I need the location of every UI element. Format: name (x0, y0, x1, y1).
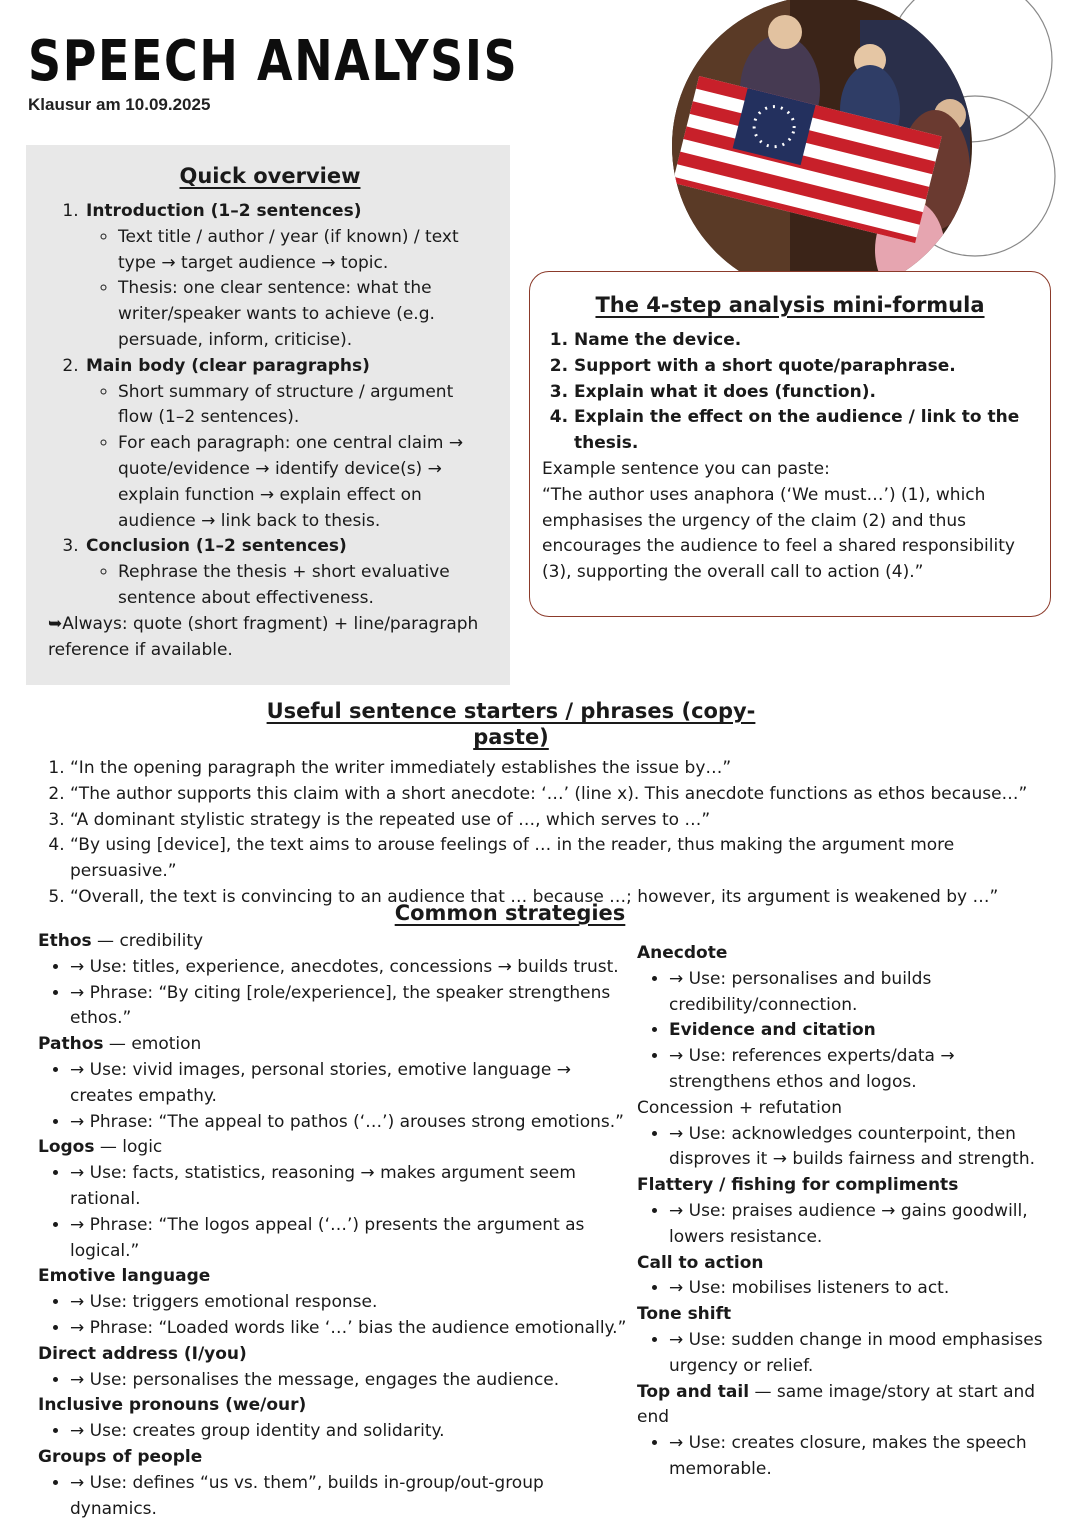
overview-item-conclusion (84, 534, 492, 611)
strategy-point: • → Use: acknowledges counterpoint, then disproves it → builds fairness and strength. (669, 1122, 1057, 1174)
strategy-point: • → Phrase: “The logos appeal (‘…’) presents the argument as logical.” (70, 1213, 628, 1265)
flag-painting-image (670, 0, 980, 300)
strategy-point: • → Use: facts, statistics, reasoning → makes argument seem rational. (70, 1161, 628, 1213)
strategy-title: Direct address (I/you) (38, 1343, 247, 1364)
overview-point: ◦ Thesis: one clear sentence: what the writer/speaker wants to achieve (e.g. persuade, inform, criticise). (118, 276, 492, 353)
strategy-title: Tone shift (637, 1304, 732, 1325)
strategy-title: Emotive language (38, 1266, 211, 1287)
starter-item: 5. “Overall, the text is convincing to an audience that … because …; however, its argument is weakened by …” (70, 885, 1046, 911)
starter-item: 3. “A dominant stylistic strategy is the repeated use of …, which serves to …” (70, 808, 1046, 834)
starters-heading: Useful sentence starters / phrases (copy-paste) (266, 699, 756, 749)
strategy-point: • → Use: sudden change in mood emphasises urgency or relief. (669, 1328, 1057, 1380)
overview-always-note: ➥Always: quote (short fragment) + line/paragraph reference if available. (48, 613, 479, 660)
formula-step: 2. Support with a short quote/paraphrase. (574, 354, 1038, 380)
page-subtitle: Klausur am 10.09.2025 (28, 95, 211, 114)
strategies-left-column (38, 929, 628, 1522)
formula-step: 4. Explain the effect on the audience / link to the thesis. (574, 405, 1038, 457)
formula-heading: The 4-step analysis mini-formula (595, 293, 985, 317)
quick-overview-box (26, 145, 510, 685)
strategy-title: • Evidence and citation (669, 1018, 1057, 1044)
strategy-title: Top and tail — same image/story at start and end (637, 1381, 1036, 1428)
strategy-title: Call to action (637, 1252, 764, 1273)
strategy-title: Anecdote (637, 943, 728, 963)
overview-point: ◦ Short summary of structure / argument flow (1–2 sentences). (118, 380, 492, 432)
strategies-heading: Common strategies (394, 901, 626, 925)
starter-item: 1. “In the opening paragraph the writer immediately establishes the issue by…” (70, 756, 1046, 782)
analysis-formula-box (529, 271, 1051, 617)
strategies-right-column (637, 941, 1057, 1483)
example-sentence: “The author uses anaphora (‘We must…’) (1), which emphasises the urgency of the claim (2) and thus encourages the audience to feel a shared responsibility (3), supporting the overall call to action (4).” (542, 484, 1015, 583)
starters-list (46, 756, 1046, 911)
strategy-point: • → Phrase: “Loaded words like ‘…’ bias the audience emotionally.” (70, 1316, 628, 1342)
formula-step: 1. Name the device. (574, 328, 1038, 354)
strategy-point: • → Use: vivid images, personal stories, emotive language → creates empathy. (70, 1058, 628, 1110)
strategy-point: • → Use: defines “us vs. them”, builds in-group/out-group dynamics. (70, 1471, 628, 1523)
strategy-title: Groups of people (38, 1446, 203, 1467)
overview-list (48, 199, 492, 612)
overview-point: ◦ For each paragraph: one central claim → quote/evidence → identify device(s) → explain function → explain effect on audience → link back to thesis. (118, 431, 492, 534)
overview-item-introduction (84, 199, 492, 354)
strategy-title: Ethos — credibility (38, 931, 204, 951)
formula-steps (542, 328, 1038, 457)
sentence-starters-section (46, 698, 1046, 911)
strategy-point: • → Use: mobilises listeners to act. (669, 1276, 1057, 1302)
strategy-point: • → Use: creates closure, makes the speech memorable. (669, 1431, 1057, 1483)
strategy-title: Inclusive pronouns (we/our) (38, 1395, 307, 1416)
overview-point: ◦ Rephrase the thesis + short evaluative sentence about effectiveness. (118, 560, 492, 612)
formula-step: 3. Explain what it does (function). (574, 380, 1038, 406)
strategy-point: • → Use: personalises the message, engages the audience. (70, 1368, 628, 1394)
strategy-point: • → Use: references experts/data → strengthens ethos and logos. (669, 1044, 1057, 1096)
quick-overview-heading: Quick overview (179, 164, 361, 188)
strategy-point: • → Phrase: “The appeal to pathos (‘…’) arouses strong emotions.” (70, 1110, 628, 1136)
example-label: Example sentence you can paste: (542, 458, 830, 479)
overview-item-label: Main body (clear paragraphs) (86, 355, 370, 376)
page-title: SPEECH ANALYSIS (28, 29, 519, 94)
overview-item-label: Conclusion (1–2 sentences) (86, 536, 347, 557)
header-decoration (660, 0, 1080, 300)
starter-item: 4. “By using [device], the text aims to arouse feelings of … in the reader, thus making the argument more persuasive.” (70, 833, 1046, 885)
overview-item-label: Introduction (1–2 sentences) (86, 201, 362, 221)
strategy-point: • → Use: triggers emotional response. (70, 1290, 628, 1316)
overview-item-main-body (84, 354, 492, 535)
strategy-title: Concession + refutation (637, 1097, 842, 1118)
starter-item: 2. “The author supports this claim with a short anecdote: ‘…’ (line x). This anecdote functions as ethos because…” (70, 782, 1046, 808)
overview-point: ◦ Text title / author / year (if known) / text type → target audience → topic. (118, 225, 492, 277)
strategy-point: • → Use: personalises and builds credibility/connection. (669, 967, 1057, 1019)
strategy-point: • → Use: praises audience → gains goodwill, lowers resistance. (669, 1199, 1057, 1251)
strategy-point: • → Use: titles, experience, anecdotes, concessions → builds trust. (70, 955, 628, 981)
strategy-point: • → Use: creates group identity and solidarity. (70, 1419, 628, 1445)
strategy-title: Logos — logic (38, 1137, 163, 1158)
strategy-title: Flattery / fishing for compliments (637, 1175, 959, 1196)
strategy-title: Pathos — emotion (38, 1034, 202, 1055)
strategy-point: • → Phrase: “By citing [role/experience], the speaker strengthens ethos.” (70, 981, 628, 1033)
